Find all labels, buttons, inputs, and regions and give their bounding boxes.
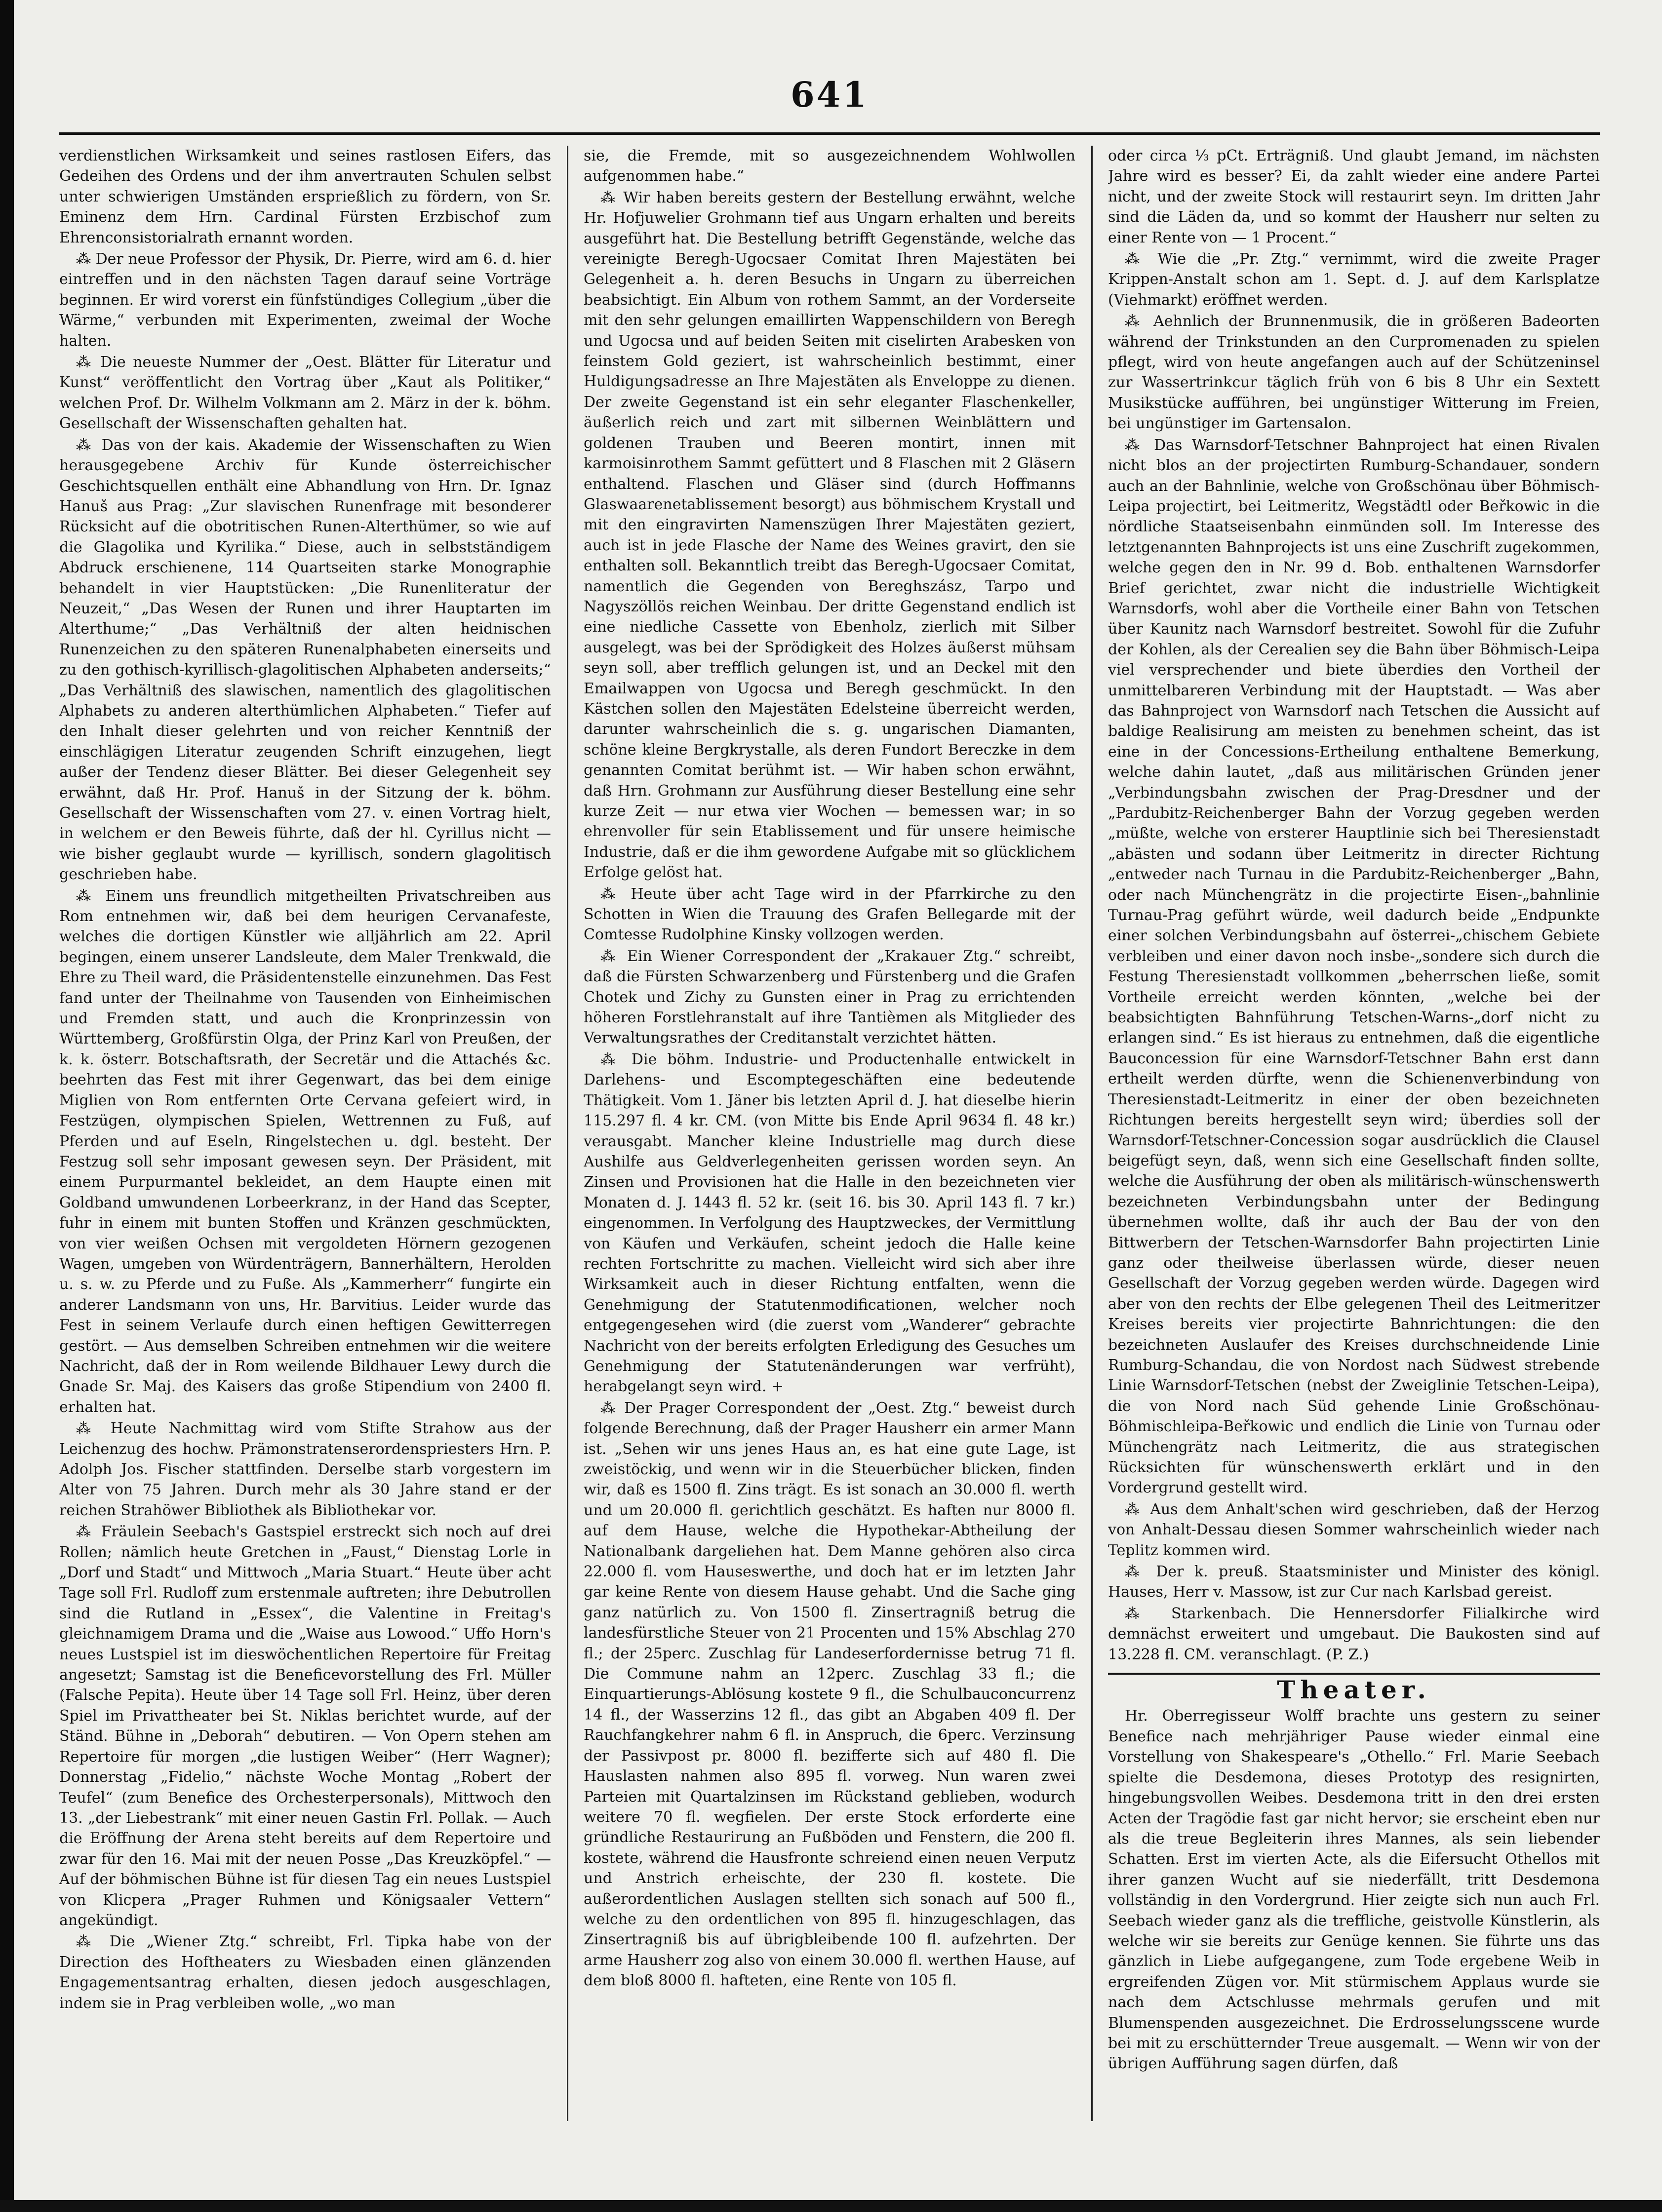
paragraph: ⁂ Aus dem Anhalt'schen wird geschrieben, daß der Herzog von Anhalt-Dessau diesen Sommer wahrscheinlich wieder nach Teplitz kommen wird.: [1108, 1500, 1600, 1559]
paragraph: verdienstlichen Wirksamkeit und seines rastlosen Eifers, das Gedeihen des Ordens und der ihm anvertrauten Schulen selbst unter schwierigen Umständen ersprießlich zu fördern, von Sr. Eminenz dem Hrn. Cardinal Fürsten Erzbischof zum Ehrenconsistorialrath ernannt worden.: [59, 147, 551, 246]
paragraph: ⁂ Fräulein Seebach's Gastspiel erstreckt sich noch auf drei Rollen; nämlich heute Gretchen in „Faust,“ Dienstag Lorle in „Dorf und Stadt“ und Mittwoch „Maria Stuart.“ Heute über acht Tage soll Frl. Rudloff zum erstenmale auftreten; ihre Debutrollen sind die Rutland in „Essex“, die Valentine in Freitag's gleichnamigem Drama und die „Waise aus Lowood.“ Uffo Horn's neues Lustspiel ist im dieswöchentlichen Repertoire für Freitag angesetzt; Samstag ist die Beneficevorstellung des Frl. Müller (Falsche Pepita). Heute über 14 Tage soll Frl. Heinz, über deren Spiel im Privattheater bei St. Niklas berichtet wurde, auf der Ständ. Bühne in „Deborah“ debutiren. — Von Opern stehen am Repertoire für morgen „die lustigen Weiber“ (Herr Wagner); Donnerstag „Fidelio,“ nächste Woche Montag „Robert der Teufel“ (zum Benefice des Orchesterpersonals), Mittwoch den 13. „der Liebestrank“ mit einer neuen Gastin Frl. Pollak. — Auch die Eröffnung der Arena steht bereits auf dem Repertoire und zwar für den 16. Mai mit der neuen Posse „Das Kreuzköpfel.“ — Auf der böhmischen Bühne ist für diesen Tag ein neues Lustspiel von Klicpera „Prager Ruhmen und Königsaaler Vettern“ angekündigt.: [59, 1523, 551, 1929]
paragraph: ⁂ Die „Wiener Ztg.“ schreibt, Frl. Tipka habe von der Direction des Hoftheaters zu Wiesbaden einen glänzenden Engagementsantrag erhalten, diesen jedoch ausgeschlagen, indem sie in Prag verbleiben wolle, „wo man: [59, 1933, 551, 2012]
paragraph: ⁂ Wie die „Pr. Ztg.“ vernimmt, wird die zweite Prager Krippen-Anstalt schon am 1. Sept. d. J. auf dem Karlsplatze (Viehmarkt) eröffnet werden.: [1108, 250, 1600, 309]
newspaper-page: [59, 74, 1600, 2148]
paragraph: ⁂ Das von der kais. Akademie der Wissenschaften zu Wien herausgegebene Archiv für Kunde österreichischer Geschichtsquellen enthält eine Abhandlung von Hrn. Dr. Ignaz Hanuš aus Prag: „Zur slavischen Runenfrage mit besonderer Rücksicht auf die obotritischen Runen-Alterthümer, so wie auf die Glagolika und Kyrilika.“ Diese, auch in selbstständigem Abdruck erschienene, 114 Quartseiten starke Monographie behandelt in vier Hauptstücken: „Die Runenliteratur der Neuzeit,“ „Das Wesen der Runen und ihrer Hauptarten im Alterthume;“ „Das Verhältniß der alten heidnischen Runenzeichen zu den späteren Runenalphabeten einerseits und zu den gothisch-kyrillisch-glagolitischen Alphabeten anderseits;“ „Das Verhältniß des slawischen, namentlich des glagolitischen Alphabets zu anderen alterthümlichen Alphabeten.“ Tiefer auf den Inhalt dieser gelehrten und von reicher Kenntniß der einschlägigen Literatur zeugenden Schrift einzugehen, liegt außer der Tendenz dieser Blätter. Bei dieser Gelegenheit sey erwähnt, daß Hr. Prof. Hanuš in der Sitzung der k. böhm. Gesellschaft der Wissenschaften vom 27. v. einen Vortrag hielt, in welchem er den Beweis führte, daß der hl. Cyrillus nicht — wie bisher geglaubt wurde — kyrillisch, sondern glagolitisch geschrieben habe.: [59, 436, 551, 884]
paragraph: ⁂ Einem uns freundlich mitgetheilten Privatschreiben aus Rom entnehmen wir, daß bei dem heurigen Cervanafeste, welches die dortigen Künstler wie alljährlich am 22. April begingen, einem unserer Landsleute, dem Maler Trenkwald, die Ehre zu Theil ward, die Präsidentenstelle einzunehmen. Das Fest fand unter der Theilnahme von Tausenden von Einheimischen und Fremden statt, und auch die Kronprinzessin von Württemberg, Großfürstin Olga, der Prinz Karl von Preußen, der k. k. österr. Botschaftsrath, der Secretär und die Attachés &c. beehrten das Fest mit ihrer Gegenwart, das bei dem einige Miglien von Rom entfernten Orte Cervana gefeiert wird, in Festzügen, olympischen Spielen, Wettrennen zu Fuß, auf Pferden und auf Eseln, Ringelstechen u. dgl. besteht. Der Festzug soll sehr imposant gewesen seyn. Der Präsident, mit einem Purpurmantel bekleidet, an dem Haupte einen mit Goldband umwundenen Lorbeerkranz, in der Hand das Scepter, fuhr in einem mit bunten Stoffen und Kränzen geschmückten, von vier weißen Ochsen mit vergoldeten Hörnern gezogenen Wagen, umgeben von Würdenträgern, Bannerhältern, Herolden u. s. w. zu Pferde und zu Fuße. Als „Kammerherr“ fungirte ein anderer Landsmann von uns, Hr. Barvitius. Leider wurde das Fest in seinem Verlaufe durch einen heftigen Gewitterregen gestört. — Aus demselben Schreiben entnehmen wir die weitere Nachricht, daß der in Rom weilende Bildhauer Lewy durch die Gnade Sr. Maj. des Kaisers das große Stipendium von 2400 fl. erhalten hat.: [59, 887, 551, 1416]
column-divider: [567, 146, 568, 2121]
section-heading-theater: Theater.: [1108, 1673, 1600, 1700]
scan-edge-bottom: [0, 2200, 1662, 2212]
header-rule: [59, 132, 1600, 135]
paragraph: sie, die Fremde, mit so ausgezeichnendem Wohlwollen aufgenommen habe.“: [584, 147, 1075, 185]
paragraph: ⁂ Aehnlich der Brunnenmusik, die in größeren Badeorten während der Trinkstunden an den Curpromenaden zu spielen pflegt, wird von heute angefangen auch auf der Schützeninsel zur Wassertrinkcur täglich früh von 6 bis 8 Uhr ein Sextett Musikstücke aufführen, bei ungünstiger Witterung im Freien, bei ungünstiger im Gartensalon.: [1108, 313, 1600, 433]
paragraph: ⁂ Die neueste Nummer der „Oest. Blätter für Literatur und Kunst“ veröffentlicht den Vortrag über „Kaut als Politiker,“ welchen Prof. Dr. Wilhelm Volkmann am 2. März in der k. böhm. Gesellschaft der Wissenschaften gehalten hat.: [59, 354, 551, 433]
paragraph: ⁂ Starkenbach. Die Hennersdorfer Filialkirche wird demnächst erweitert und umgebaut. Die Baukosten sind auf 13.228 fl. CM. veranschlagt. (P. Z.): [1108, 1605, 1600, 1663]
paragraph: ⁂ Heute Nachmittag wird vom Stifte Strahow aus der Leichenzug des hochw. Prämonstratenserordenspriesters Hrn. P. Adolph Jos. Fischer stattfinden. Derselbe starb vorgestern im Alter von 75 Jahren. Durch mehr als 30 Jahre stand er der reichen Strahöwer Bibliothek als Bibliothekar vor.: [59, 1420, 551, 1519]
scan-edge-left: [0, 0, 14, 2212]
page-number: 641: [790, 74, 869, 115]
paragraph: ⁂ Der Prager Correspondent der „Oest. Ztg.“ beweist durch folgende Berechnung, daß der Prager Hausherr ein armer Mann ist. „Sehen wir uns jenes Haus an, es hat eine gute Lage, ist zweistöckig, und wenn wir in die Steuerbücher blicken, finden wir, daß es 1500 fl. Zins trägt. Es ist sonach an 30.000 fl. werth und um 20.000 fl. gerichtlich geschätzt. Es haften nur 8000 fl. auf dem Hause, welche die Hypothekar-Abtheilung der Nationalbank dargeliehen hat. Dem Manne gehören also circa 22.000 fl. vom Hauseswerthe, und doch hat er im letzten Jahr gar keine Rente von diesem Hause gehabt. Und die Sache ging ganz natürlich zu. Von 1500 fl. Zinsertragniß betrug die landesfürstliche Steuer von 21 Procenten und 15% Abschlag 270 fl.; der 25perc. Zuschlag für Landeserfordernisse betrug 71 fl. Die Commune nahm an 12perc. Zuschlag 33 fl.; die Einquartierungs-Ablösung kostete 9 fl., die Schulbauconcurrenz 14 fl., der Wasserzins 12 fl., das gibt an Abgaben 409 fl. Der Rauchfangkehrer nahm 6 fl. in Anspruch, die 6perc. Verzinsung der Passivpost pr. 8000 fl. bezifferte sich auf 480 fl. Die Hauslasten nahmen also 895 fl. vorweg. Nun waren zwei Parteien mit Quartalzinsen im Rückstand geblieben, wodurch weitere 70 fl. wegfielen. Der erste Stock erforderte eine gründliche Restaurirung an Fußböden und Fenstern, die 200 fl. kostete, während die Hausfronte schreiend einen neuen Verputz und Anstrich erheischte, der 230 fl. kostete. Die außerordentlichen Auslagen stellten sich sonach auf 500 fl., welche zu den ordentlichen von 895 fl. hinzugeschlagen, das Zinsertragniß bis auf übrigbleibende 100 fl. aufzehrten. Der arme Hausherr zog also von einem 30.000 fl. werthen Hause, auf dem bloß 8000 fl. hafteten, eine Rente von 105 fl.: [584, 1399, 1075, 1990]
paragraph: ⁂ Ein Wiener Correspondent der „Krakauer Ztg.“ schreibt, daß die Fürsten Schwarzenberg und Fürstenberg und die Grafen Chotek und Zichy zu Gunsten einer in Prag zu errichtenden höheren Forstlehranstalt auf ihre Tantièmen als Mitglieder des Verwaltungsrathes der Creditanstalt verzichtet hätten.: [584, 947, 1075, 1047]
paragraph: ⁂ Wir haben bereits gestern der Bestellung erwähnt, welche Hr. Hofjuwelier Grohmann tief aus Ungarn erhalten und bereits ausgeführt hat. Die Bestellung betrifft Gegenstände, welche das vereinigte Beregh-Ugocsaer Comitat Ihren Majestäten bei Gelegenheit a. h. deren Besuchs in Ungarn zu überreichen beabsichtigt. Ein Album von rothem Sammt, an der Vorderseite mit den sehr gelungen emaillirten Wappenschildern von Beregh und Ugocsa und auf beiden Seiten mit ciselirten Arabesken von feinstem Gold geziert, ist wahrscheinlich bestimmt, einer Huldigungsadresse an Ihre Majestäten als Enveloppe zu dienen. Der zweite Gegenstand ist ein sehr eleganter Flaschenkeller, äußerlich reich und zart mit silbernen Weinblättern und goldenen Trauben und Beeren montirt, innen mit karmoisinrothem Sammt gefüttert und 8 Flaschen mit 2 Gläsern enthaltend. Flaschen und Gläser sind (durch Hoffmanns Glaswaarenetablissement besorgt) aus böhmischem Krystall und mit den eingravirten Namenszügen Ihrer Majestäten geziert, auch ist in jede Flasche der Name des Weines gravirt, den sie enthalten soll. Bekanntlich treibt das Beregh-Ugocsaer Comitat, namentlich die Gegenden von Bereghszász, Tarpo und Nagyszöllös reichen Weinbau. Der dritte Gegenstand endlich ist eine niedliche Cassette von Ebenholz, zierlich mit Silber ausgelegt, was bei der Sprödigkeit des Holzes äußerst mühsam seyn soll, aber trefflich gelungen ist, und an Deckel mit den Emailwappen von Ugocsa und Beregh geschmückt. In den Kästchen sollen den Majestäten Edelsteine überreicht werden, darunter wahrscheinlich die s. g. ungarischen Diamanten, schöne kleine Bergkrystalle, als deren Fundort Bereczke in dem genannten Comitat berühmt ist. — Wir haben schon erwähnt, daß Hrn. Grohmann zur Ausführung dieser Bestellung eine sehr kurze Zeit — nur etwa vier Wochen — bemessen war; in so ehrenvoller für sein Etablissement und für unsere heimische Industrie, daß er die ihm gewordene Aufgabe mit so glücklichem Erfolge gelöst hat.: [584, 189, 1075, 882]
paragraph: ⁂ Der k. preuß. Staatsminister und Minister des königl. Hauses, Herr v. Massow, ist zur Cur nach Karlsbad gereist.: [1108, 1563, 1600, 1601]
column-divider: [1091, 146, 1093, 2121]
text-column-2: [584, 146, 1075, 2121]
text-column-1: [59, 146, 551, 2121]
paragraph: ⁂ Heute über acht Tage wird in der Pfarrkirche zu den Schotten in Wien die Trauung des Grafen Bellegarde mit der Comtesse Rudolphine Kinsky vollzogen werden.: [584, 885, 1075, 944]
paragraph: ⁂ Der neue Professor der Physik, Dr. Pierre, wird am 6. d. hier eintreffen und in den nächsten Tagen darauf seine Vorträge beginnen. Er wird vorerst ein fünfstündiges Collegium „über die Wärme,“ verbunden mit Experimenten, zweimal der Woche halten.: [59, 250, 551, 350]
paragraph: ⁂ Das Warnsdorf-Tetschner Bahnproject hat einen Rivalen nicht blos an der projectirten Rumburg-Schandauer, sondern auch an der Bahnlinie, welche von Großschönau über Böhmisch-Leipa projectirt, bei Leitmeritz, Wegstädtl oder Beřkowic in die nördliche Staatseisenbahn einmünden soll. Im Interesse des letztgenannten Bahnprojects ist uns eine Zuschrift zugekommen, welche gegen den in Nr. 99 d. Bob. enthaltenen Warnsdorfer Brief gerichtet, zwar nicht die industrielle Wichtigkeit Warnsdorfs, wohl aber die Vortheile einer Bahn von Tetschen über Kaunitz nach Warnsdorf bestreitet. Sowohl für die Zufuhr der Kohlen, als der Cerealien sey die Bahn über Böhmisch-Leipa viel versprechender und biete überdies den Vortheil der unmittelbareren Verbindung mit der Hauptstadt. — Was aber das Bahnproject von Warnsdorf nach Tetschen die Aussicht auf baldige Realisirung am meisten zu benehmen scheint, das ist eine in der Concessions-Ertheilung enthaltene Bemerkung, welche dahin lautet, „daß aus militärischen Gründen jener „Verbindungsbahn zwischen der Prag-Dresdner und der „Pardubitz-Reichenberger Bahn der Vorzug gegeben werden „müßte, welche von ersterer Hauptlinie sich bei Theresienstadt „abästen und sodann über Leitmeritz in directer Richtung „entweder nach Turnau in die Pardubitz-Reichenberger „Bahn, oder nach Münchengrätz in die projectirte Eisen-„bahnlinie Turnau-Prag geführt würde, weil dadurch beide „Endpunkte einer solchen Verbindungsbahn auf österrei-„chischem Gebiete verbleiben und einer davon noch insbe-„sondere sich durch die Festung Theresienstadt vollkommen „beherrschen ließe, somit Vortheile erreicht werden könnten, „welche bei der beabsichtigten Bahnführung Tetschen-Warns-„dorf nicht zu erlangen sind.“ Es ist hieraus zu entnehmen, daß die eigentliche Bauconcession für eine Warnsdorf-Tetschner Bahn erst dann ertheilt werden dürfte, wenn die Schienenverbindung von Theresienstadt-Leitmeritz in einer der oben bezeichneten Richtungen bereits hergestellt seyn wird; überdies soll der Warnsdorf-Tetschner-Concession sogar ausdrücklich die Clausel beigefügt seyn, daß, wenn sich eine Gesellschaft finden sollte, welche die Ausführung der oben als militärisch-wünschenswerth bezeichneten Verbindungsbahn unter der Bedingung übernehmen wollte, daß ihr auch der Bau der von den Bittwerbern der Tetschen-Warnsdorfer Bahn projectirten Linie ganz oder theilweise überlassen würde, dieser neuen Gesellschaft der Vorzug gegeben werden würde. Dagegen wird aber von den rechts der Elbe gelegenen Theil des Leitmeritzer Kreises bereits vier projectirte Bahnrichtungen: die den bezeichneten Auslaufer des Kreises durchschneidende Linie Rumburg-Schandau, die von Nordost nach Südwest strebende Linie Warnsdorf-Tetschen (nebst der Zweiglinie Tetschen-Leipa), die von Nord nach Süd gehende Linie Großschönau-Böhmischleipa-Beřkowic und endlich die Linie von Turnau oder Münchengrätz nach Leitmeritz, die aus strategischen Rücksichten für wünschenswerth erklärt und in den Vordergrund gestellt wird.: [1108, 436, 1600, 1497]
paragraph: ⁂ Die böhm. Industrie- und Productenhalle entwickelt in Darlehens- und Escomptegeschäften eine bedeutende Thätigkeit. Vom 1. Jäner bis letzten April d. J. hat dieselbe hierin 115.297 fl. 4 kr. CM. (von Mitte bis Ende April 9634 fl. 48 kr.) verausgabt. Mancher kleine Industrielle mag durch diese Aushilfe aus Geldverlegenheiten gerissen worden seyn. An Zinsen und Provisionen hat die Halle in den bezeichneten vier Monaten d. J. 1443 fl. 52 kr. (seit 16. bis 30. April 143 fl. 7 kr.) eingenommen. In Verfolgung des Hauptzweckes, der Vermittlung von Käufen und Verkäufen, scheint jedoch die Halle keine rechten Fortschritte zu machen. Vielleicht wird sich aber ihre Wirksamkeit auch in dieser Richtung entfalten, wenn die Genehmigung der Statutenmodificationen, welcher noch entgegengesehen wird (die zuerst vom „Wanderer“ gebrachte Nachricht von der bereits erfolgten Erledigung des Gesuches um Genehmigung der Statutenänderungen war verfrüht), herabgelangt seyn wird. +: [584, 1050, 1075, 1396]
text-column-3: [1108, 146, 1600, 2121]
paragraph: oder circa ⅓ pCt. Erträgniß. Und glaubt Jemand, im nächsten Jahre wird es besser? Ei, da zahlt wieder eine andere Partei nicht, und der zweite Stock will restaurirt seyn. Im dritten Jahr sind die Läden da, und so kommt der Hausherr nur selten zu einer Rente von — 1 Procent.“: [1108, 147, 1600, 246]
paragraph: Hr. Oberregisseur Wolff brachte uns gestern zu seiner Benefice nach mehrjähriger Pause wieder einmal eine Vorstellung von Shakespeare's „Othello.“ Frl. Marie Seebach spielte die Desdemona, dieses Prototyp des resignirten, hingebungsvollen Weibes. Desdemona tritt in den drei ersten Acten der Tragödie fast gar nicht hervor; sie erscheint eben nur als die treue Begleiterin ihres Mannes, als sein liebender Schatten. Erst im vierten Acte, als die Eifersucht Othellos mit ihrer ganzen Wucht auf sie niederfällt, tritt Desdemona vollständig in den Vordergrund. Hier zeigte sich nun auch Frl. Seebach wieder ganz als die treffliche, geistvolle Künstlerin, als welche wir sie bereits zur Genüge kennen. Sie führte uns das gänzlich in Liebe aufgegangene, zum Tode ergebene Weib in ergreifenden Zügen vor. Mit stürmischem Applaus wurde sie nach dem Actschlusse mehrmals gerufen und mit Blumenspenden ausgezeichnet. Die Erdrosselungsscene wurde bei mit zu erschütternder Treue ausgemalt. — Wenn wir von der übrigen Aufführung sagen dürfen, daß: [1108, 1707, 1600, 2073]
